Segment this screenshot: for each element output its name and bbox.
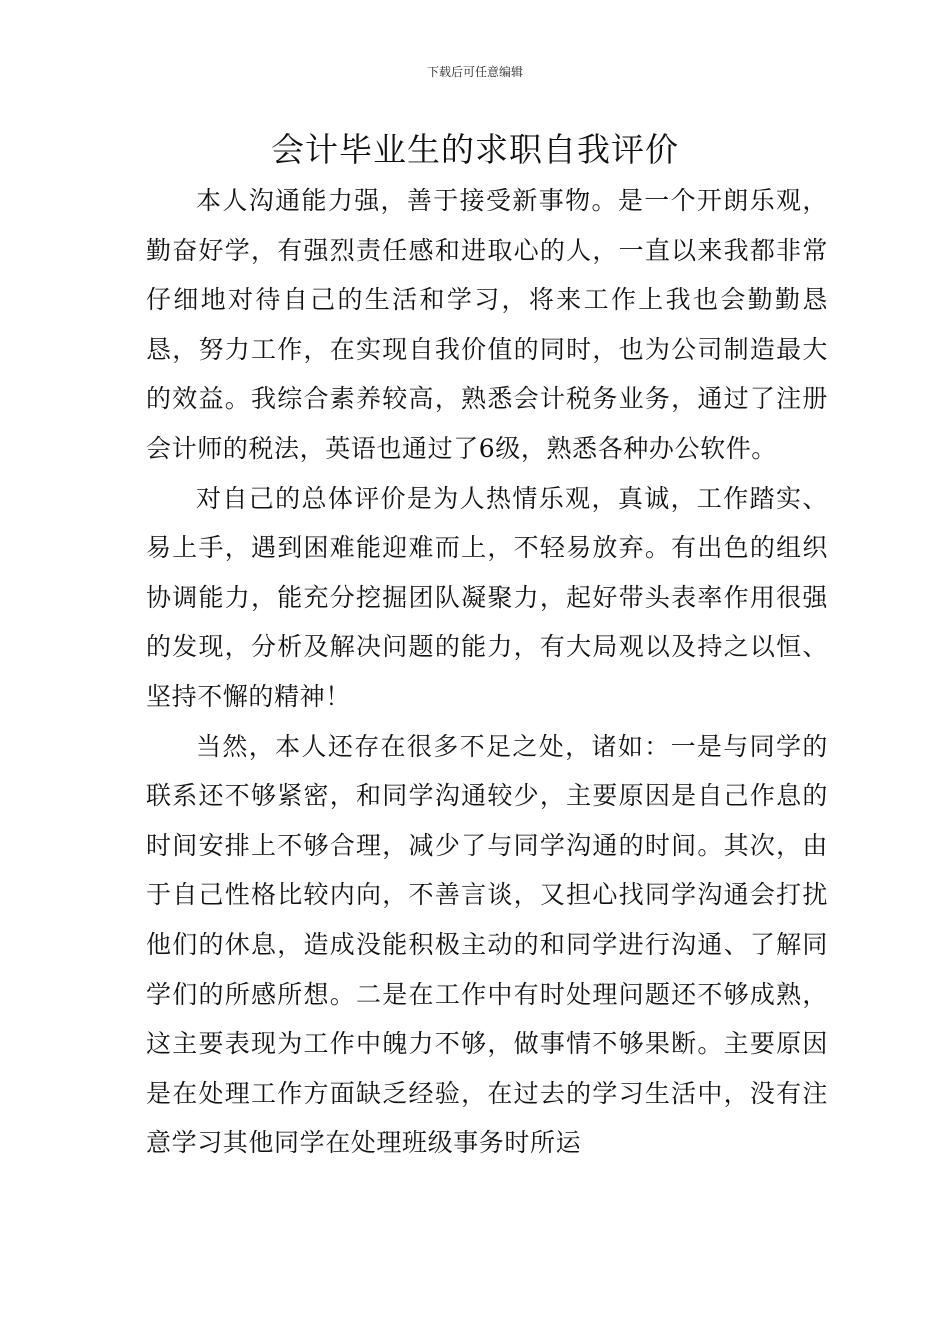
document-title: 会计毕业生的求职自我评价 bbox=[271, 130, 679, 169]
paragraph-3: 当然，本人还存在很多不足之处，诸如：一是与同学的联系还不够紧密，和同学沟通较少，主要原因是自己作息的时间安排上不够合理，减少了与同学沟通的时间。其次，由于自己性格比较内向，不善言谈，又担心找同学沟通会打扰他们的休息，造成没能积极主动的和同学进行沟通、了解同学们的所感所想。二是在工作中有时处理问题还不够成熟，这主要表现为工作中魄力不够，做事情不够果断。主要原因是在处理工作方面缺乏经验，在过去的学习生活中，没有注意学习其他同学在处理班级事务时所运 bbox=[146, 731, 828, 1158]
header-note: 下载后可任意编辑 bbox=[426, 65, 523, 79]
paragraph-2: 对自己的总体评价是为人热情乐观，真诚，工作踏实、易上手，遇到困难能迎难而上，不轻易放弃。有出色的组织协调能力，能充分挖掘团队凝聚力，起好带头表率作用很强的发现，分析及解决问题的能力，有大局观以及持之以恒、坚持不懈的精神！ bbox=[146, 483, 828, 711]
paragraph-1: 本人沟通能力强，善于接受新事物。是一个开朗乐观，勤奋好学，有强烈责任感和进取心的人，一直以来我都非常仔细地对待自己的生活和学习，将来工作上我也会勤勤恳恳，努力工作，在实现自我价值的同时，也为公司制造最大的效益。我综合素养较高，熟悉会计税务业务，通过了注册会计师的税法，英语也通过了6级，熟悉各种办公软件。 bbox=[146, 186, 828, 463]
document-body bbox=[146, 176, 828, 1168]
